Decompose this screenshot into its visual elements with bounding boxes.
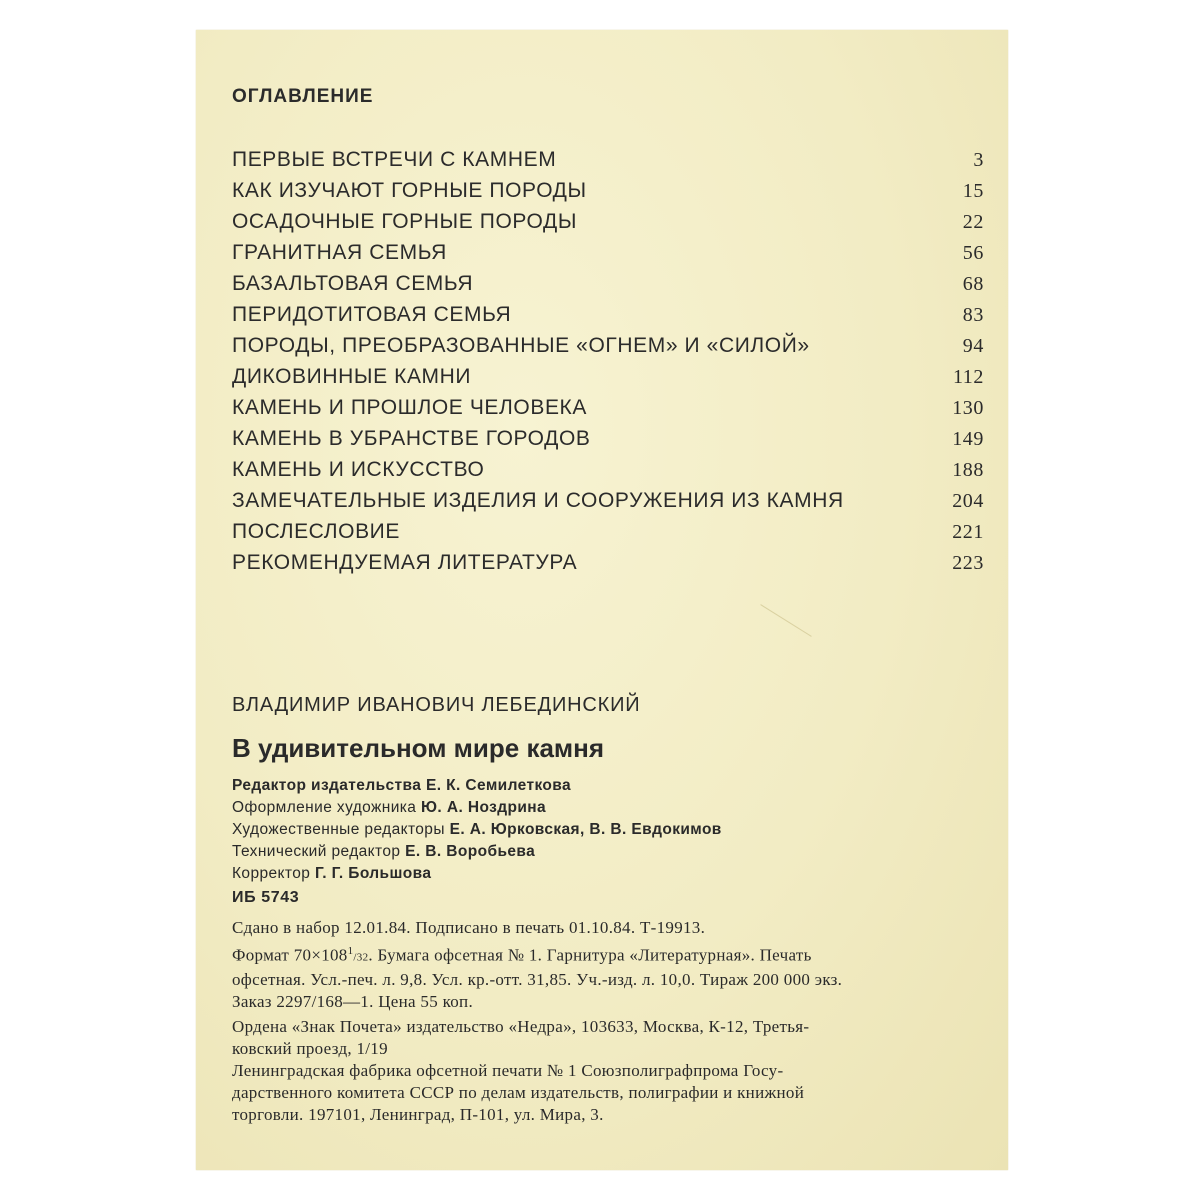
imprint-line: Заказ 2297/168—1. Цена 55 коп. <box>232 992 474 1012</box>
imprint-format-line <box>232 940 992 969</box>
toc-entry-page: 83 <box>962 304 984 326</box>
toc-entry <box>232 551 984 582</box>
toc-entry-page: 221 <box>952 521 984 543</box>
toc-entry <box>232 365 984 396</box>
credit-role: Оформление художника <box>232 799 417 816</box>
toc-entry <box>232 334 984 365</box>
toc-entry <box>232 179 984 210</box>
credit-line <box>232 775 992 797</box>
toc-entry <box>232 458 984 489</box>
credit-person: Е. К. Семилеткова <box>425 777 572 794</box>
toc-entry-title: ГРАНИТНАЯ СЕМЬЯ <box>232 241 447 264</box>
book-page <box>196 30 1008 1170</box>
toc-entry-page: 188 <box>952 459 984 481</box>
toc-entry-title: ДИКОВИННЫЕ КАМНИ <box>232 365 472 388</box>
toc-entry-title: ПЕРИДОТИТОВАЯ СЕМЬЯ <box>232 303 512 326</box>
toc-entry-title: ПОСЛЕСЛОВИЕ <box>232 520 400 543</box>
credit-line <box>232 841 992 863</box>
publisher-line: ковский проезд, 1/19 <box>232 1039 388 1058</box>
author-name: ВЛАДИМИР ИВАНОВИЧ ЛЕБЕДИНСКИЙ <box>232 694 641 716</box>
toc-entry-page: 56 <box>962 242 984 264</box>
toc-entry-page: 68 <box>962 273 984 295</box>
credit-role: Редактор издательства <box>232 777 422 794</box>
toc-entry <box>232 210 984 241</box>
toc-entry <box>232 148 984 179</box>
publisher-line: дарственного комитета СССР по делам издательств, полиграфии и книжной <box>232 1083 805 1102</box>
credit-line <box>232 797 992 819</box>
toc-heading: ОГЛАВЛЕНИЕ <box>232 86 374 107</box>
paper-crease <box>760 604 811 637</box>
format-prefix: Формат 70 <box>232 945 312 965</box>
format-superscript: 1 <box>347 944 354 957</box>
toc-entry-page: 15 <box>962 180 984 202</box>
ib-number: ИБ 5743 <box>232 889 300 906</box>
toc-entry-page: 3 <box>973 149 984 171</box>
publisher-block <box>232 1016 992 1126</box>
format-number: 108 <box>321 945 348 965</box>
credit-line <box>232 819 992 841</box>
toc-entry-title: ПЕРВЫЕ ВСТРЕЧИ С КАМНЕМ <box>232 148 557 171</box>
toc-entry-title: КАМЕНЬ В УБРАНСТВЕ ГОРОДОВ <box>232 427 591 450</box>
imprint-block <box>232 917 992 1014</box>
toc-entry-page: 130 <box>952 397 984 419</box>
toc-entry-title: КАМЕНЬ И ИСКУССТВО <box>232 458 485 481</box>
credit-person: Ю. А. Ноздрина <box>421 799 547 816</box>
toc-entry <box>232 241 984 272</box>
credit-role: Художественные редакторы <box>232 821 445 838</box>
credit-line <box>232 863 992 885</box>
toc-entry-page: 223 <box>952 552 984 574</box>
toc-entry-title: РЕКОМЕНДУЕМАЯ ЛИТЕРАТУРА <box>232 551 578 574</box>
table-of-contents <box>232 148 984 582</box>
toc-entry-page: 204 <box>952 490 984 512</box>
toc-entry <box>232 427 984 458</box>
toc-entry-title: ЗАМЕЧАТЕЛЬНЫЕ ИЗДЕЛИЯ И СООРУЖЕНИЯ ИЗ КАМНЯ <box>232 489 844 512</box>
toc-entry <box>232 489 984 520</box>
format-suffix: . Бумага офсетная № 1. Гарнитура «Литературная». Печать <box>368 945 812 965</box>
credit-person: Г. Г. Большова <box>314 865 432 882</box>
credit-person: Е. А. Юрковская, В. В. Евдокимов <box>449 821 722 838</box>
toc-entry <box>232 303 984 334</box>
toc-entry <box>232 396 984 427</box>
toc-entry-title: БАЗАЛЬТОВАЯ СЕМЬЯ <box>232 272 474 295</box>
toc-entry-page: 149 <box>952 428 984 450</box>
credit-person: Е. В. Воробьева <box>405 843 536 860</box>
toc-entry-title: ОСАДОЧНЫЕ ГОРНЫЕ ПОРОДЫ <box>232 210 578 233</box>
credit-role: Технический редактор <box>232 843 401 860</box>
publisher-line: Ордена «Знак Почета» издательство «Недра», 103633, Москва, К-12, Третья- <box>232 1017 810 1036</box>
imprint-line: офсетная. Усл.-печ. л. 9,8. Усл. кр.-отт. 31,85. Уч.-изд. л. 10,0. Тираж 200 000 экз. <box>232 969 843 989</box>
toc-entry-title: КАК ИЗУЧАЮТ ГОРНЫЕ ПОРОДЫ <box>232 179 587 202</box>
toc-entry-page: 112 <box>952 366 984 388</box>
toc-entry-title: ПОРОДЫ, ПРЕОБРАЗОВАННЫЕ «ОГНЕМ» И «СИЛОЙ» <box>232 334 810 357</box>
publisher-line: торговли. 197101, Ленинград, П-101, ул. Мира, 3. <box>232 1105 604 1124</box>
toc-entry <box>232 520 984 551</box>
toc-entry <box>232 272 984 303</box>
book-title: В удивительном мире камня <box>232 733 605 763</box>
toc-entry-page: 94 <box>962 335 984 357</box>
format-subscript: /32 <box>353 951 369 964</box>
imprint-line: Сдано в набор 12.01.84. Подписано в печать 01.10.84. Т-19913. <box>232 918 706 937</box>
toc-entry-title: КАМЕНЬ И ПРОШЛОЕ ЧЕЛОВЕКА <box>232 396 587 419</box>
credit-role: Корректор <box>232 865 311 882</box>
format-times: × <box>311 945 322 965</box>
publisher-line: Ленинградская фабрика офсетной печати № 1 Союзполиграфпрома Госу- <box>232 1061 784 1080</box>
credits-block <box>232 775 992 885</box>
toc-entry-page: 22 <box>962 211 984 233</box>
